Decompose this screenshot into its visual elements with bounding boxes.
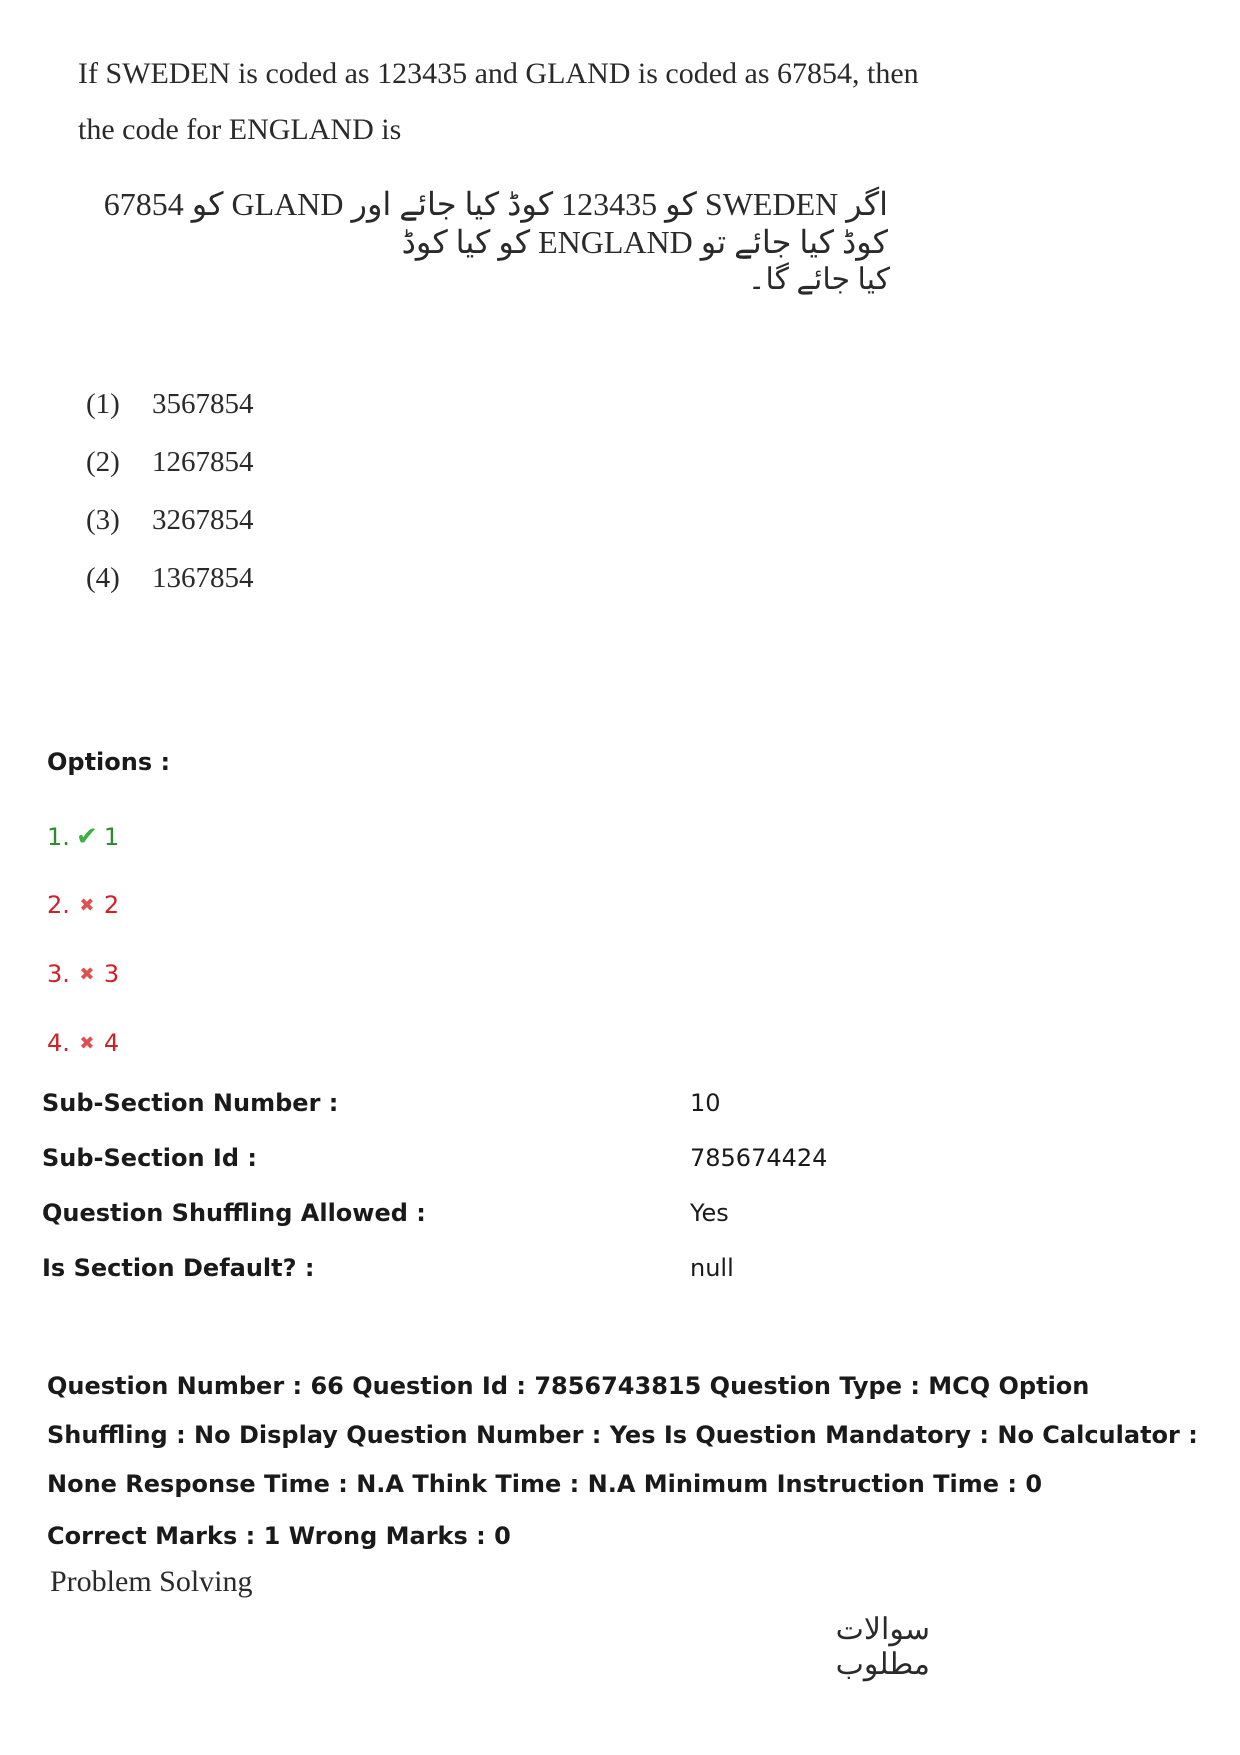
option-number: 4. (47, 1029, 70, 1057)
question-text-urdu-continued: کیا جائے گا۔ (747, 263, 890, 296)
option-number: 1. (47, 823, 70, 851)
section-default-value: null (690, 1254, 734, 1282)
option-item-1 (47, 822, 119, 852)
option-item-4 (47, 1029, 119, 1057)
sub-section-id-value: 785674424 (690, 1144, 828, 1172)
sub-section-id-label: Sub-Section Id : (42, 1144, 257, 1172)
question-text-urdu: اگر SWEDEN کو 123435 کوڈ کیا جائے اور GLAND کو 67854 کوڈ کیا جائے تو ENGLAND کو کیا کوڈ (103, 186, 888, 260)
option-label: 1 (103, 823, 120, 851)
option-label: 3 (103, 960, 120, 988)
choice-number: (4) (86, 562, 120, 594)
options-heading: Options : (47, 748, 171, 776)
option-item-3 (47, 960, 119, 988)
marks-info: Correct Marks : 1 Wrong Marks : 0 (47, 1522, 511, 1550)
choice-value: 1367854 (152, 562, 254, 594)
question-info: Question Number : 66 Question Id : 7856743815 Question Type : MCQ Option Shuffling : No Display Question Number : Yes Is Question Mandatory : No Calculator : None Response Time : N.A Think Time : N.A Minimum Instruction Time : 0 (47, 1372, 1198, 1498)
choice-value: 3567854 (152, 388, 254, 420)
option-number: 3. (47, 960, 70, 988)
question-shuffling-label: Question Shuffling Allowed : (42, 1199, 426, 1227)
choice-number: (1) (86, 388, 120, 420)
question-text-english: If SWEDEN is coded as 123435 and GLAND is coded as 67854, then the code for ENGLAND is (78, 57, 919, 146)
option-number: 2. (47, 891, 70, 919)
choice-value: 3267854 (152, 504, 254, 536)
check-icon: ✔ (76, 822, 98, 852)
option-item-2 (47, 891, 119, 919)
cross-icon: ✖ (79, 1032, 95, 1054)
section-title-english: Problem Solving (50, 1565, 253, 1598)
section-default-label: Is Section Default? : (42, 1254, 315, 1282)
choice-value: 1267854 (152, 446, 254, 478)
choice-number: (2) (86, 446, 120, 478)
question-shuffling-value: Yes (690, 1199, 729, 1227)
sub-section-number-value: 10 (690, 1089, 721, 1117)
question-choice (86, 388, 254, 421)
option-label: 2 (103, 891, 120, 919)
question-choice (86, 504, 254, 537)
choice-number: (3) (86, 504, 120, 536)
cross-icon: ✖ (79, 894, 95, 916)
section-title-urdu: سوالات مطلوب (835, 1613, 930, 1681)
sub-section-number-label: Sub-Section Number : (42, 1089, 339, 1117)
option-label: 4 (103, 1029, 120, 1057)
question-choice (86, 446, 254, 479)
cross-icon: ✖ (79, 963, 95, 985)
question-choice (86, 562, 254, 595)
